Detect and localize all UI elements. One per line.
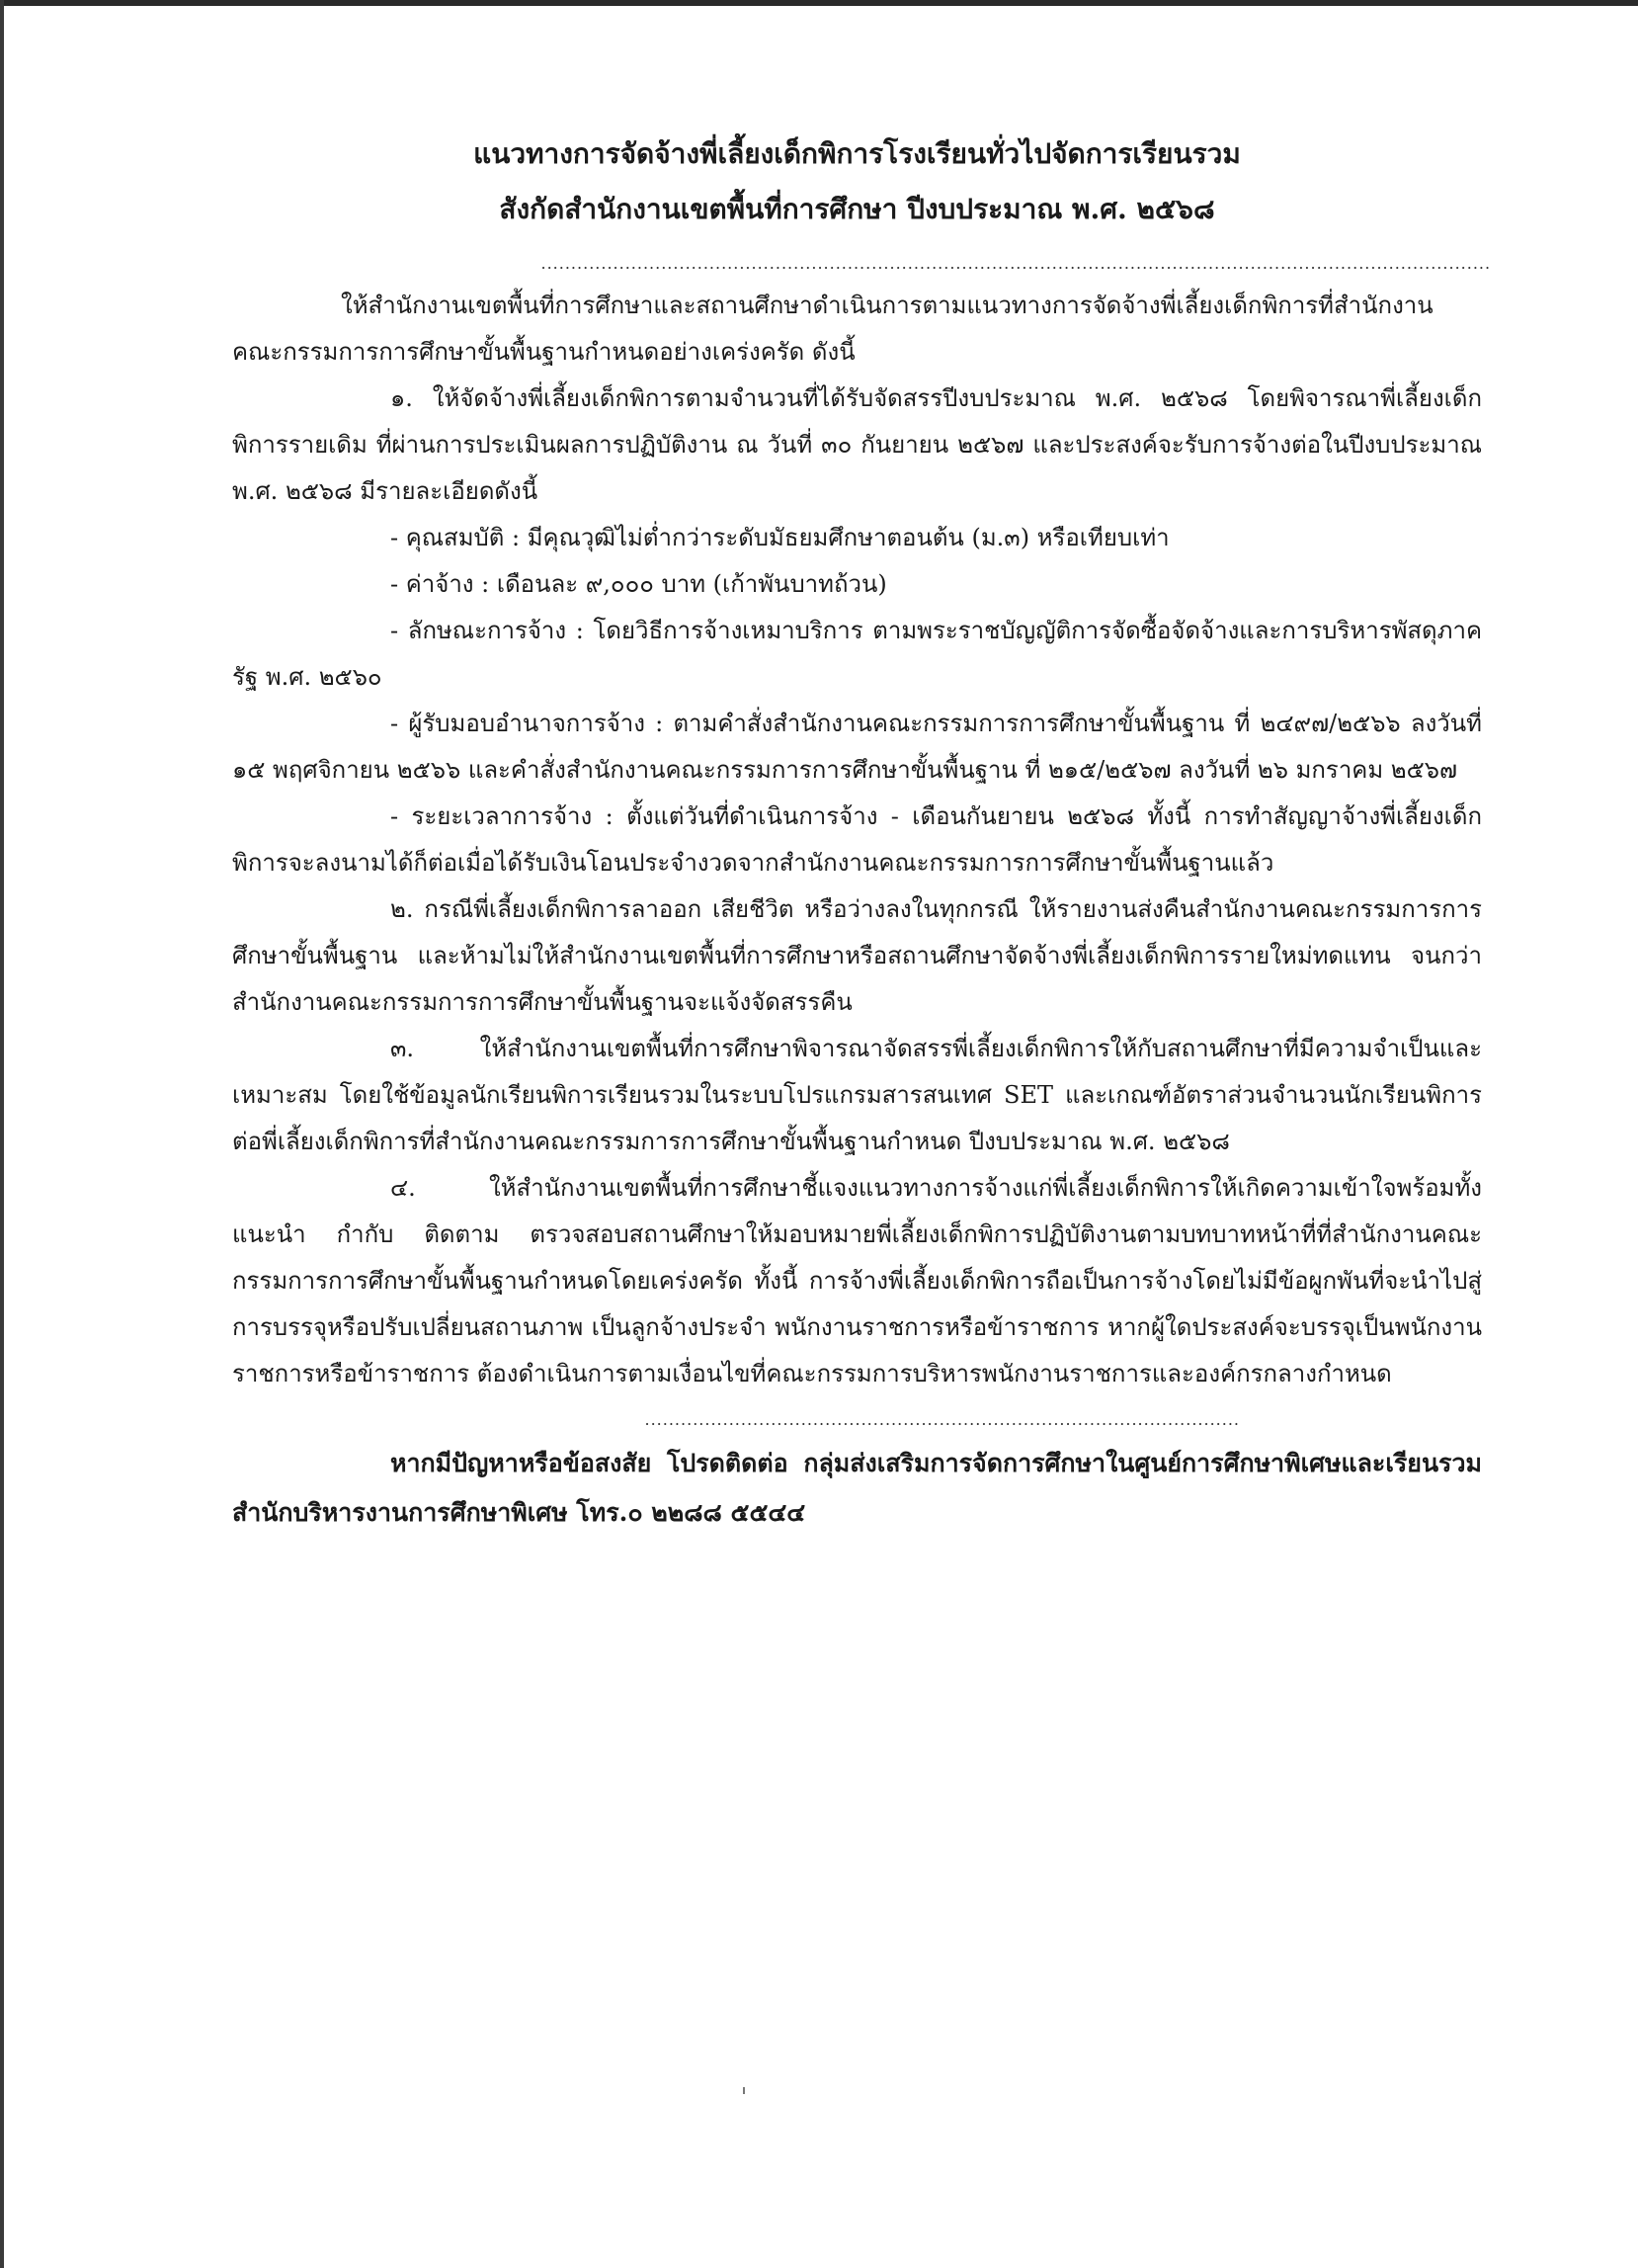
item-1-period: - ระยะเวลาการจ้าง : ตั้งแต่วันที่ดำเนินการจ้าง - เดือนกันยายน ๒๕๖๘ ทั้งนี้ การทำสัญญาจ้างพี่เลี้ยงเด็กพิการจะลงนามได้ก็ต่อเมื่อได้รับเงินโอนประจำงวดจากสำนักงานคณะกรรมการการศึกษาขั้นพื้นฐานแล้ว — [232, 802, 1482, 877]
scan-mark — [743, 2087, 745, 2094]
item-2-paragraph: ๒. กรณีพี่เลี้ยงเด็กพิการลาออก เสียชีวิต หรือว่างลงในทุกกรณี ให้รายงานส่งคืนสำนักงานคณะกรรมการการศึกษาขั้นพื้นฐาน และห้ามไม่ให้สำนักงานเขตพื้นที่การศึกษาหรือสถานศึกษาจัดจ้างพี่เลี้ยงเด็กพิการรายใหม่ทดแทน จนกว่าสำนักงานคณะกรรมการการศึกษาขั้นพื้นฐานจะแจ้งจัดสรรคืน — [232, 895, 1482, 1016]
item-3-paragraph: ๓. ให้สำนักงานเขตพื้นที่การศึกษาพิจารณาจัดสรรพี่เลี้ยงเด็กพิการให้กับสถานศึกษาที่มีความจำเป็นและเหมาะสม โดยใช้ข้อมูลนักเรียนพิการเรียนรวมในระบบโปรแกรมสารสนเทศ SET และเกณฑ์อัตราส่วนจำนวนนักเรียนพิการต่อพี่เลี้ยงเด็กพิการที่สำนักงานคณะกรรมการการศึกษาขั้นพื้นฐานกำหนด ปีงบประมาณ พ.ศ. ๒๕๖๘ — [232, 1035, 1482, 1155]
dotted-separator-bottom: ................................................................................................... — [644, 1410, 1241, 1429]
item-4-paragraph: ๔. ให้สำนักงานเขตพื้นที่การศึกษาชี้แจงแนวทางการจ้างแก่พี่เลี้ยงเด็กพิการให้เกิดความเข้าใจพร้อมทั้ง แนะนำ กำกับ ติดตาม ตรวจสอบสถานศึกษาให้มอบหมายพี่เลี้ยงเด็กพิการปฏิบัติงานตามบทบาทหน้าที่ที่สำนักงานคณะกรรมการการศึกษาขั้นพื้นฐานกำหนดโดยเคร่งครัด ทั้งนี้ การจ้างพี่เลี้ยงเด็กพิการถือเป็นการจ้างโดยไม่มีข้อผูกพันที่จะนำไปสู่การบรรจุหรือปรับเปลี่ยนสถานภาพ เป็นลูกจ้างประจำ พนักงานราชการหรือข้าราชการ หากผู้ใดประสงค์จะบรรจุเป็นพนักงานราชการหรือข้าราชการ ต้องดำเนินการตามเงื่อนไขที่คณะกรรมการบริหารพนักงานราชการและองค์กรกลางกำหนด — [232, 1174, 1482, 1387]
item-1-authority: - ผู้รับมอบอำนาจการจ้าง : ตามคำสั่งสำนักงานคณะกรรมการการศึกษาขั้นพื้นฐาน ที่ ๒๔๙๗/๒๕๖๖ ลงวันที่ ๑๕ พฤศจิกายน ๒๕๖๖ และคำสั่งสำนักงานคณะกรรมการการศึกษาขั้นพื้นฐาน ที่ ๒๑๕/๒๕๖๗ ลงวันที่ ๒๖ มกราคม ๒๕๖๗ — [232, 710, 1482, 784]
title-line-1: แนวทางการจัดจ้างพี่เลี้ยงเด็กพิการโรงเรียนทั่วไปจัดการเรียนรวม — [473, 137, 1241, 170]
title-line-2: สังกัดสำนักงานเขตพื้นที่การศึกษา ปีงบประมาณ พ.ศ. ๒๕๖๘ — [499, 193, 1215, 225]
intro-paragraph: ให้สำนักงานเขตพื้นที่การศึกษาและสถานศึกษาดำเนินการตามแนวทางการจัดจ้างพี่เลี้ยงเด็กพิการที่สำนักงานคณะกรรมการการศึกษาขั้นพื้นฐานกำหนดอย่างเคร่งครัด ดังนี้ — [232, 292, 1433, 366]
scan-edge-top — [0, 0, 1638, 6]
item-1-wage: - ค่าจ้าง : เดือนละ ๙,๐๐๐ บาท (เก้าพันบาทถ้วน) — [390, 570, 887, 598]
item-1-paragraph: ๑. ให้จัดจ้างพี่เลี้ยงเด็กพิการตามจำนวนที่ได้รับจัดสรรปีงบประมาณ พ.ศ. ๒๕๖๘ โดยพิจารณาพี่เลี้ยงเด็กพิการรายเดิม ที่ผ่านการประเมินผลการปฏิบัติงาน ณ วันที่ ๓๐ กันยายน ๒๕๖๗ และประสงค์จะรับการจ้างต่อในปีงบประมาณ พ.ศ. ๒๕๖๘ มีรายละเอียดดังนี้ — [232, 384, 1482, 505]
item-1-hiring-type: - ลักษณะการจ้าง : โดยวิธีการจ้างเหมาบริการ ตามพระราชบัญญัติการจัดซื้อจัดจ้างและการบริหารพัสดุภาครัฐ พ.ศ. ๒๕๖๐ — [232, 617, 1482, 691]
item-1-qualification: - คุณสมบัติ : มีคุณวุฒิไม่ต่ำกว่าระดับมัธยมศึกษาตอนต้น (ม.๓) หรือเทียบเท่า — [390, 524, 1170, 551]
document-title — [232, 126, 1482, 237]
dotted-separator-top: .............................................................................................................................................................. — [540, 254, 1492, 273]
scan-edge-left — [0, 0, 4, 2268]
document-page — [232, 126, 1492, 1538]
contact-note: หากมีปัญหาหรือข้อสงสัย โปรดติดต่อ กลุ่มส่งเสริมการจัดการศึกษาในศูนย์การศึกษาพิเศษและเรียนรวม สำนักบริหารงานการศึกษาพิเศษ โทร.๐ ๒๒๘๘ ๕๕๔๔ — [232, 1449, 1482, 1527]
